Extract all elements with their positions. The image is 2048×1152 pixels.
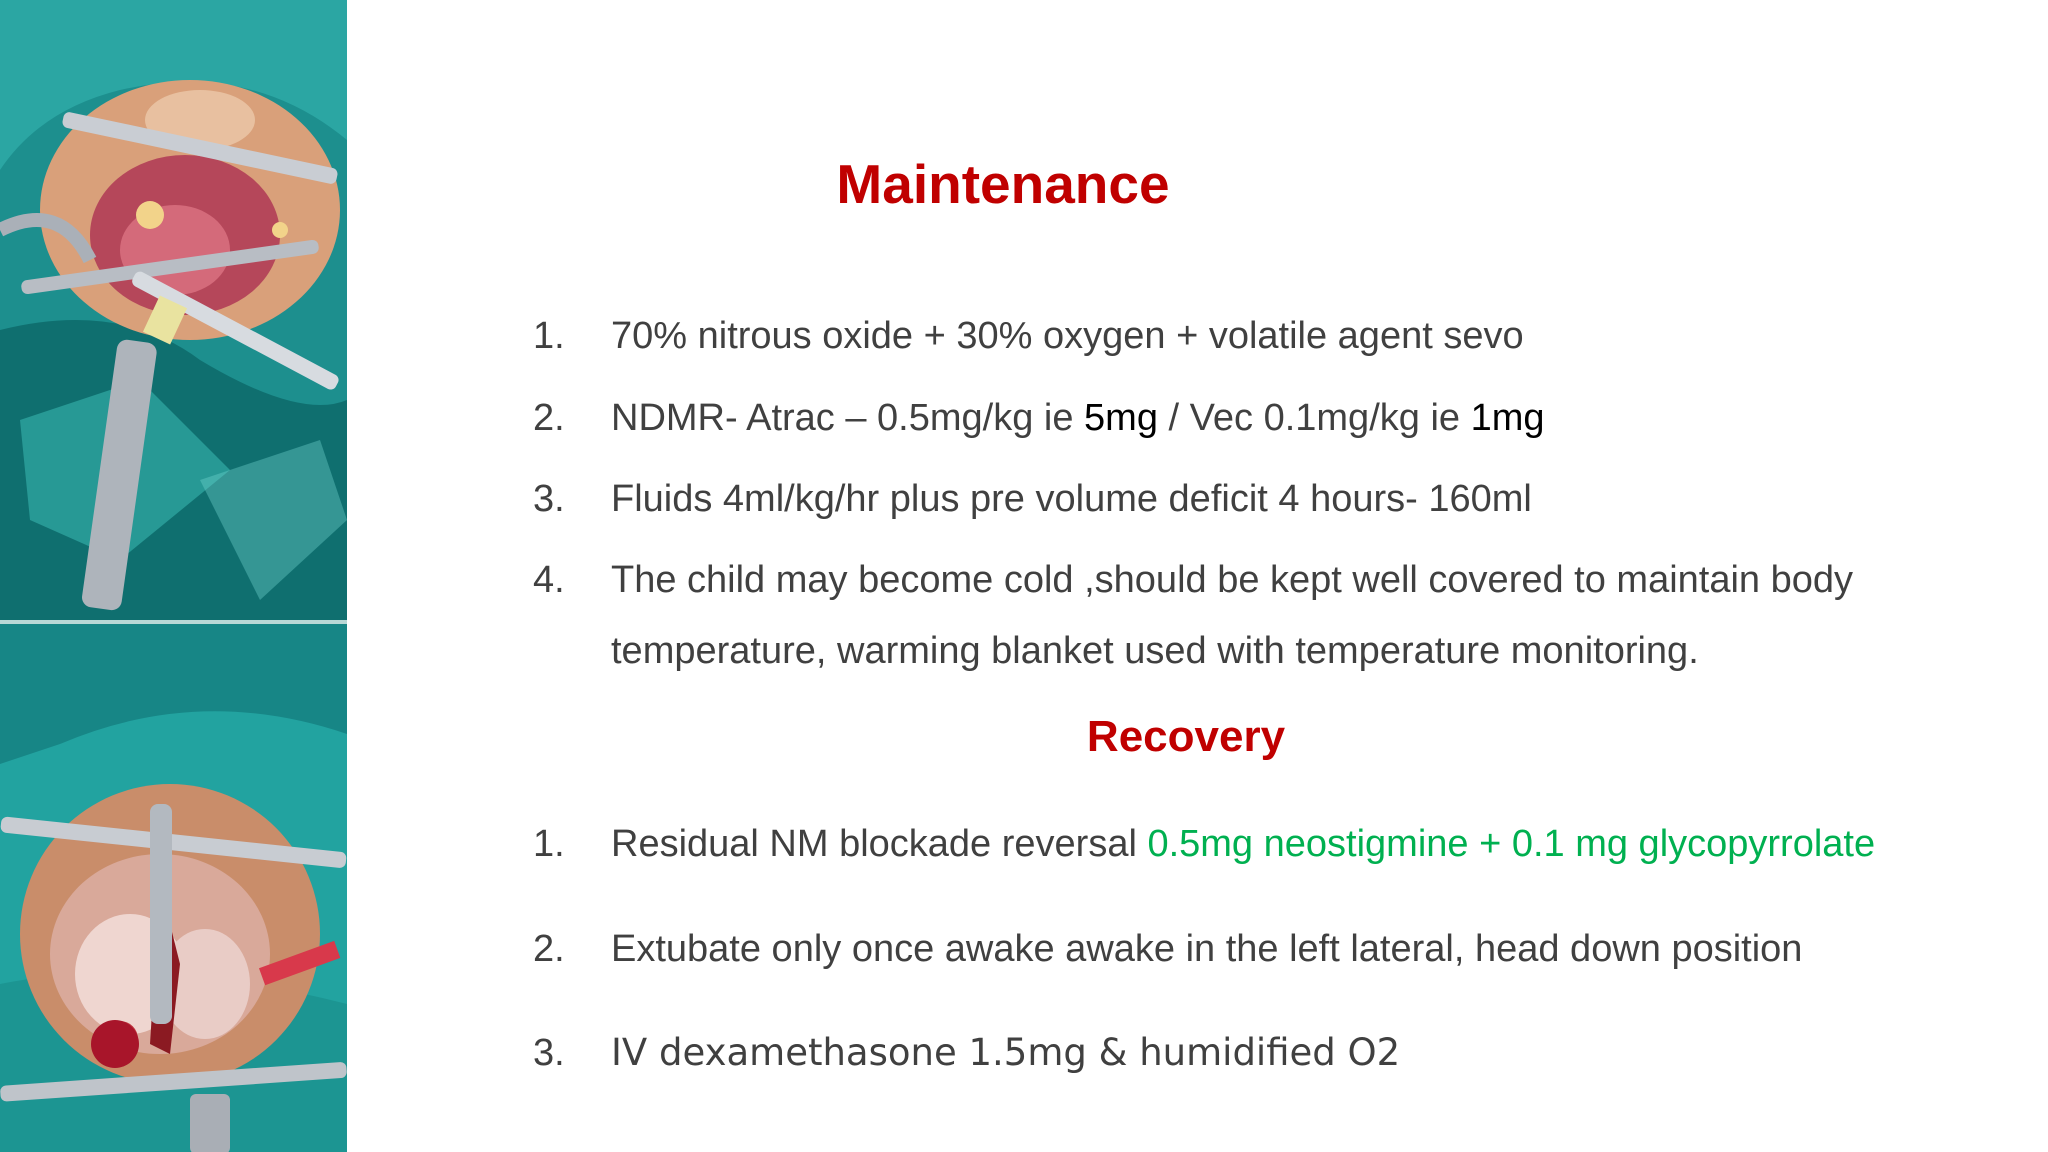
list-text: [611, 808, 2011, 880]
list-number: 1.: [533, 315, 565, 357]
list-number: 3.: [533, 478, 565, 520]
dose-atracurium: 5mg: [1084, 397, 1158, 439]
list-text: Extubate only once awake awake in the left lateral, head down position: [611, 928, 1803, 970]
list-text: IV dexamethasone 1.5mg & humidified O2: [611, 1031, 1401, 1074]
surgical-photo-top: [0, 0, 347, 620]
list-number: 4.: [533, 559, 565, 601]
list-text: 70% nitrous oxide + 30% oxygen + volatile agent sevo: [611, 315, 1524, 357]
list-text-line-2: temperature, warming blanket used with temperature monitoring.: [611, 630, 1699, 672]
surgical-photo-bottom: [0, 624, 347, 1152]
list-text: [611, 382, 2011, 454]
list-number: 2.: [533, 928, 565, 970]
recovery-title: Recovery: [1086, 712, 1286, 761]
text-segment: NDMR- Atrac – 0.5mg/kg ie: [611, 397, 1085, 439]
list-text: Fluids 4ml/kg/hr plus pre volume deficit 4 hours- 160ml: [611, 478, 1532, 520]
reversal-dose: 0.5mg neostigmine + 0.1 mg glycopyrrolate: [1147, 823, 1876, 865]
list-number: 3.: [533, 1032, 565, 1074]
maintenance-title: Maintenance: [836, 153, 1170, 215]
list-number: 1.: [533, 823, 565, 865]
list-number: 2.: [533, 397, 565, 439]
dose-vecuronium: 1mg: [1470, 397, 1545, 439]
text-segment: Residual NM blockade reversal: [611, 823, 1148, 865]
text-segment: / Vec 0.1mg/kg ie: [1157, 397, 1471, 439]
list-text-line-1: The child may become cold ,should be kept well covered to maintain body: [611, 559, 1854, 601]
